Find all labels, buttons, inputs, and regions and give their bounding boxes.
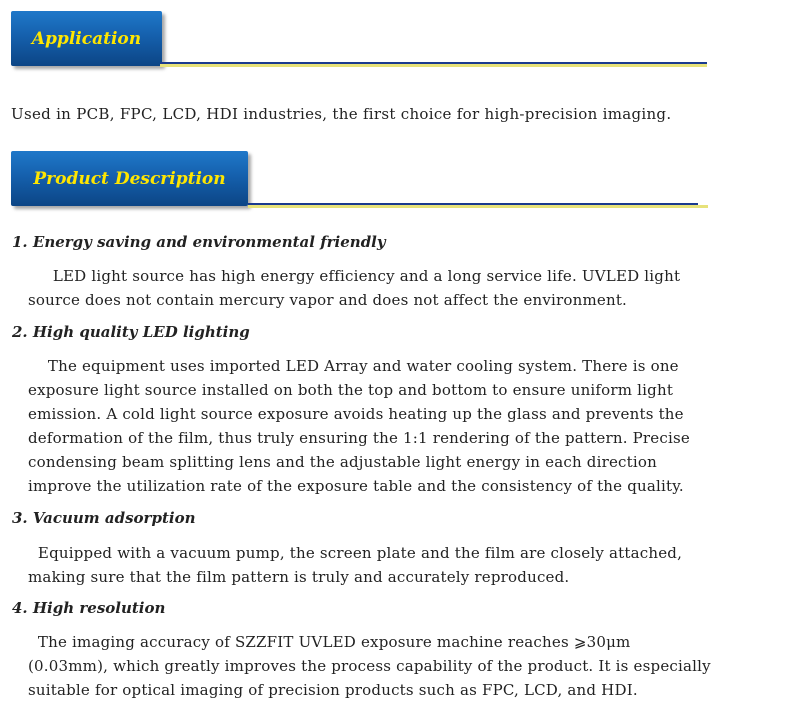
text-line: Equipped with a vacuum pump, the screen plate and the film are closely attached, <box>28 544 683 562</box>
section-heading-led-lighting: 2. High quality LED lighting <box>12 323 250 341</box>
section-text-vacuum-adsorption <box>28 541 780 589</box>
text-line: emission. A cold light source exposure avoids heating up the glass and prevents the <box>28 405 684 423</box>
section-heading-vacuum-adsorption: 3. Vacuum adsorption <box>12 509 196 527</box>
product-description-banner-title: Product Description <box>33 168 226 189</box>
text-line: suitable for optical imaging of precision products such as FPC, LCD, and HDI. <box>28 681 638 699</box>
text-line: improve the utilization rate of the exposure table and the consistency of the quality. <box>28 477 684 495</box>
text-line: (0.03mm), which greatly improves the process capability of the product. It is especially <box>28 657 711 675</box>
application-banner-title: Application <box>31 28 142 49</box>
text-line: exposure light source installed on both the top and bottom to ensure uniform light <box>28 381 674 399</box>
application-banner <box>11 11 162 66</box>
text-line: condensing beam splitting lens and the adjustable light energy in each direction <box>28 453 657 471</box>
text-line: source does not contain mercury vapor and does not affect the environment. <box>28 291 628 309</box>
text-line: deformation of the film, thus truly ensuring the 1:1 rendering of the pattern. Precise <box>28 429 690 447</box>
product-description-banner <box>11 151 248 206</box>
text-line: making sure that the film pattern is truly and accurately reproduced. <box>28 568 570 586</box>
section-text-high-resolution <box>28 630 780 702</box>
text-line: LED light source has high energy efficiency and a long service life. UVLED light <box>28 267 681 285</box>
application-divider-highlight <box>160 64 707 67</box>
application-text: Used in PCB, FPC, LCD, HDI industries, the first choice for high-precision imaging. <box>11 105 672 123</box>
section-heading-high-resolution: 4. High resolution <box>12 599 166 617</box>
product-description-divider-highlight <box>248 205 708 208</box>
text-line: The imaging accuracy of SZZFIT UVLED exposure machine reaches ⩾30μm <box>28 633 631 651</box>
section-text-energy-saving <box>28 264 780 312</box>
section-heading-energy-saving: 1. Energy saving and environmental friendly <box>12 233 386 251</box>
text-line: The equipment uses imported LED Array and water cooling system. There is one <box>28 357 679 375</box>
section-text-led-lighting <box>28 354 780 498</box>
